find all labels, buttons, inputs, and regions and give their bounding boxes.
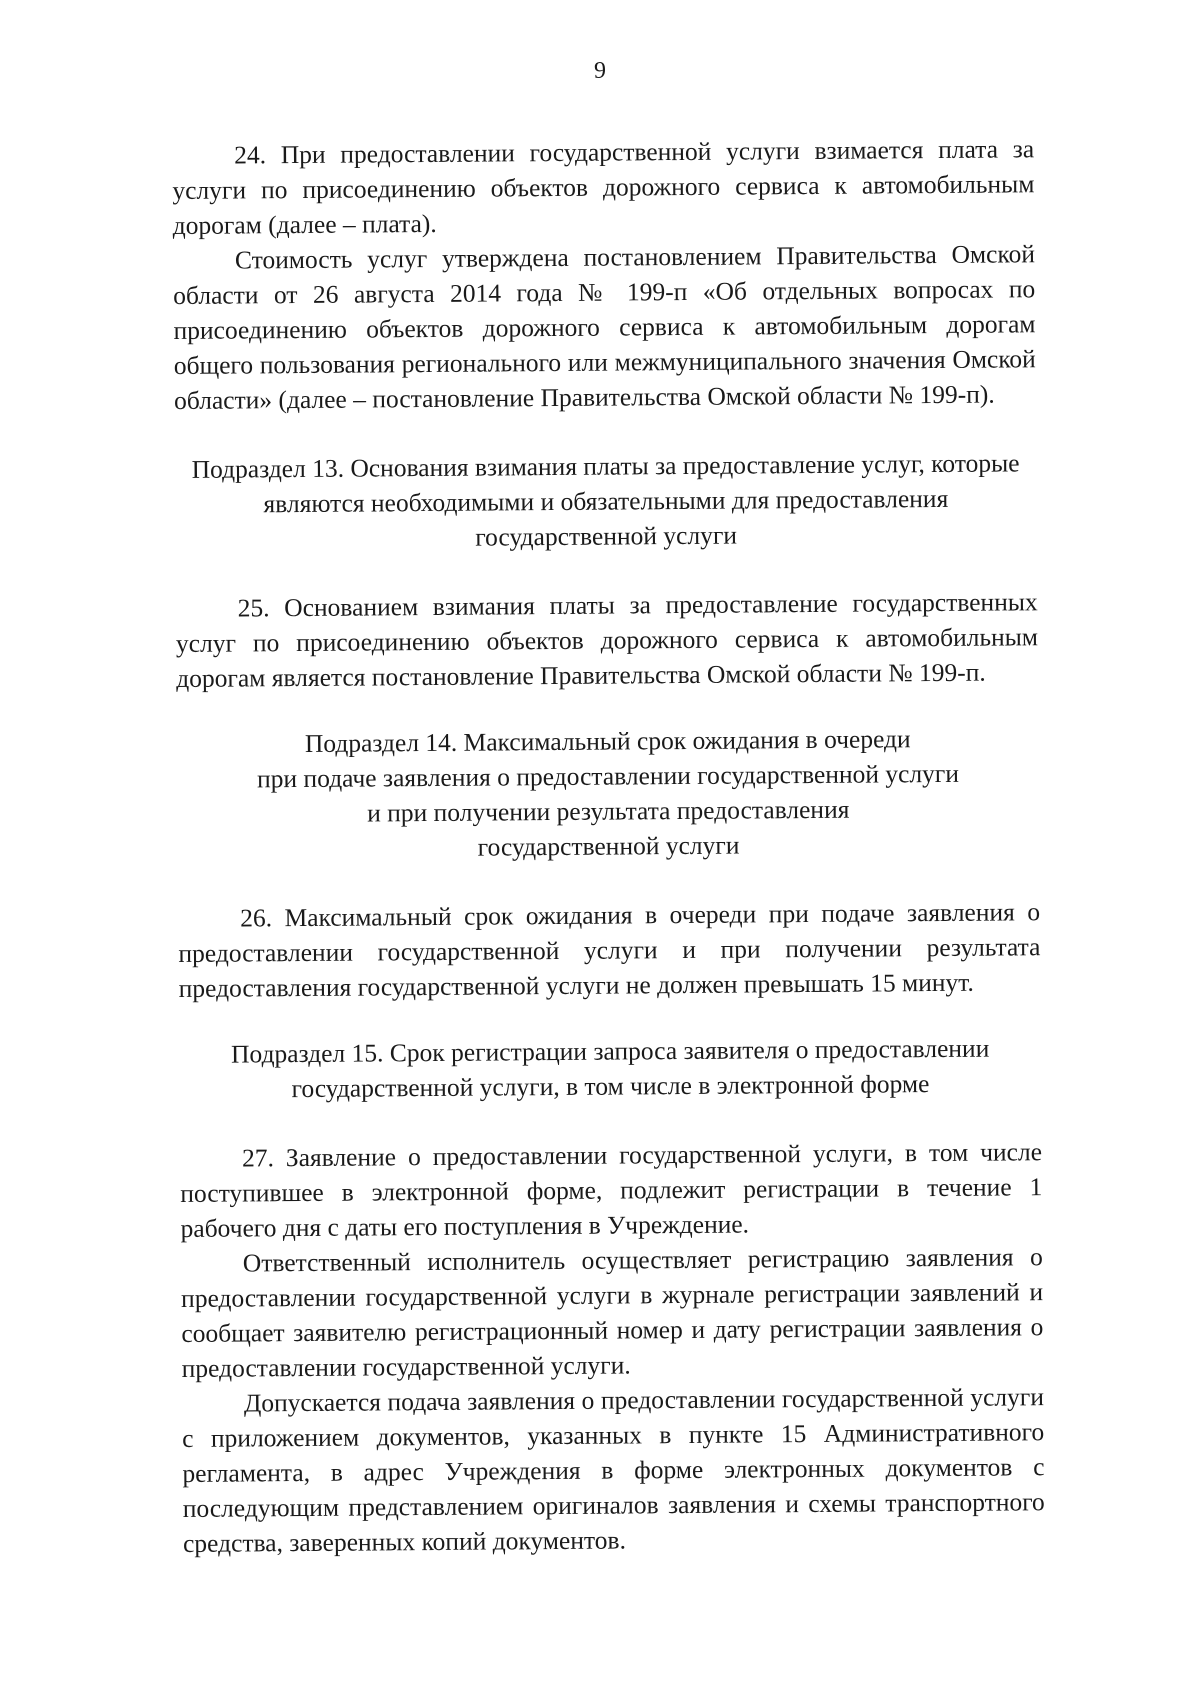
heading-line: государственной услуги: [475, 520, 738, 552]
paragraph-25: 25. Основанием взимания платы за предоставление государственных услуг по присоединению объектов дорожного сервиса к автомобильным дорогам является постановление Правительства Омской области № 199-п.: [175, 587, 1039, 693]
heading-line: государственной услуги, в том числе в электронной форме: [291, 1069, 930, 1104]
subsection-14-heading: [177, 720, 1040, 867]
heading-line: Подраздел 14. Максимальный срок ожидания в очереди: [304, 724, 911, 758]
subsection-15-heading: [179, 1030, 1042, 1107]
heading-line: при подаче заявления о предоставлении государственной услуги: [256, 758, 960, 794]
page-number: 9: [594, 58, 606, 84]
heading-line: Подраздел 15. Срок регистрации запроса заявителя о предоставлении: [230, 1033, 990, 1069]
heading-line: государственной услуги: [477, 830, 740, 862]
paragraph-26: 26. Максимальный срок ожидания в очереди при подаче заявления о предоставлении государственной услуги и при получении результата предоставления государственной услуги не должен превышать 15 минут.: [178, 897, 1041, 1003]
paragraph-27: 27. Заявление о предоставлении государственной услуги, в том числе поступившее в электронной форме, подлежит регистрации в течение 1 рабочего дня с даты его поступления в Учреждение.: [180, 1137, 1043, 1243]
heading-line: и при получении результата предоставления: [367, 794, 850, 828]
paragraph-27-electronic: Допускается подача заявления о предоставлении государственной услуги с приложением документов, указанных в пункте 15 Административного регламента, в адрес Учреждения в форме электронных документов с последующим представлением оригиналов заявления и схемы транспортного средства, заверенных копий документов.: [182, 1382, 1045, 1558]
heading-line: Подраздел 13. Основания взимания платы за предоставление услуг, которые: [191, 448, 1020, 484]
paragraph-24: 24. При предоставлении государственной услуги взимается плата за услуги по присоединению объектов дорожного сервиса к автомобильным дорогам (далее – плата).: [172, 134, 1035, 240]
document-body: [172, 131, 1045, 1561]
paragraph-24-cost: Стоимость услуг утверждена постановлением Правительства Омской области от 26 августа 2014 года № 199-п «Об отдельных вопросах по присоединению объектов дорожного сервиса к автомобильным дорогам общего пользования регионального или межмуниципального значения Омской области» (далее – постановление Правительства Омской области № 199-п).: [173, 239, 1036, 415]
heading-line: являются необходимыми и обязательными для предоставления: [263, 483, 949, 519]
paragraph-27-registration: Ответственный исполнитель осуществляет регистрацию заявления о предоставлении государственной услуги в журнале регистрации заявлений и сообщает заявителю регистрационный номер и дату регистрации заявления о предоставлении государственной услуги.: [181, 1242, 1044, 1383]
subsection-13-heading: [174, 445, 1037, 557]
